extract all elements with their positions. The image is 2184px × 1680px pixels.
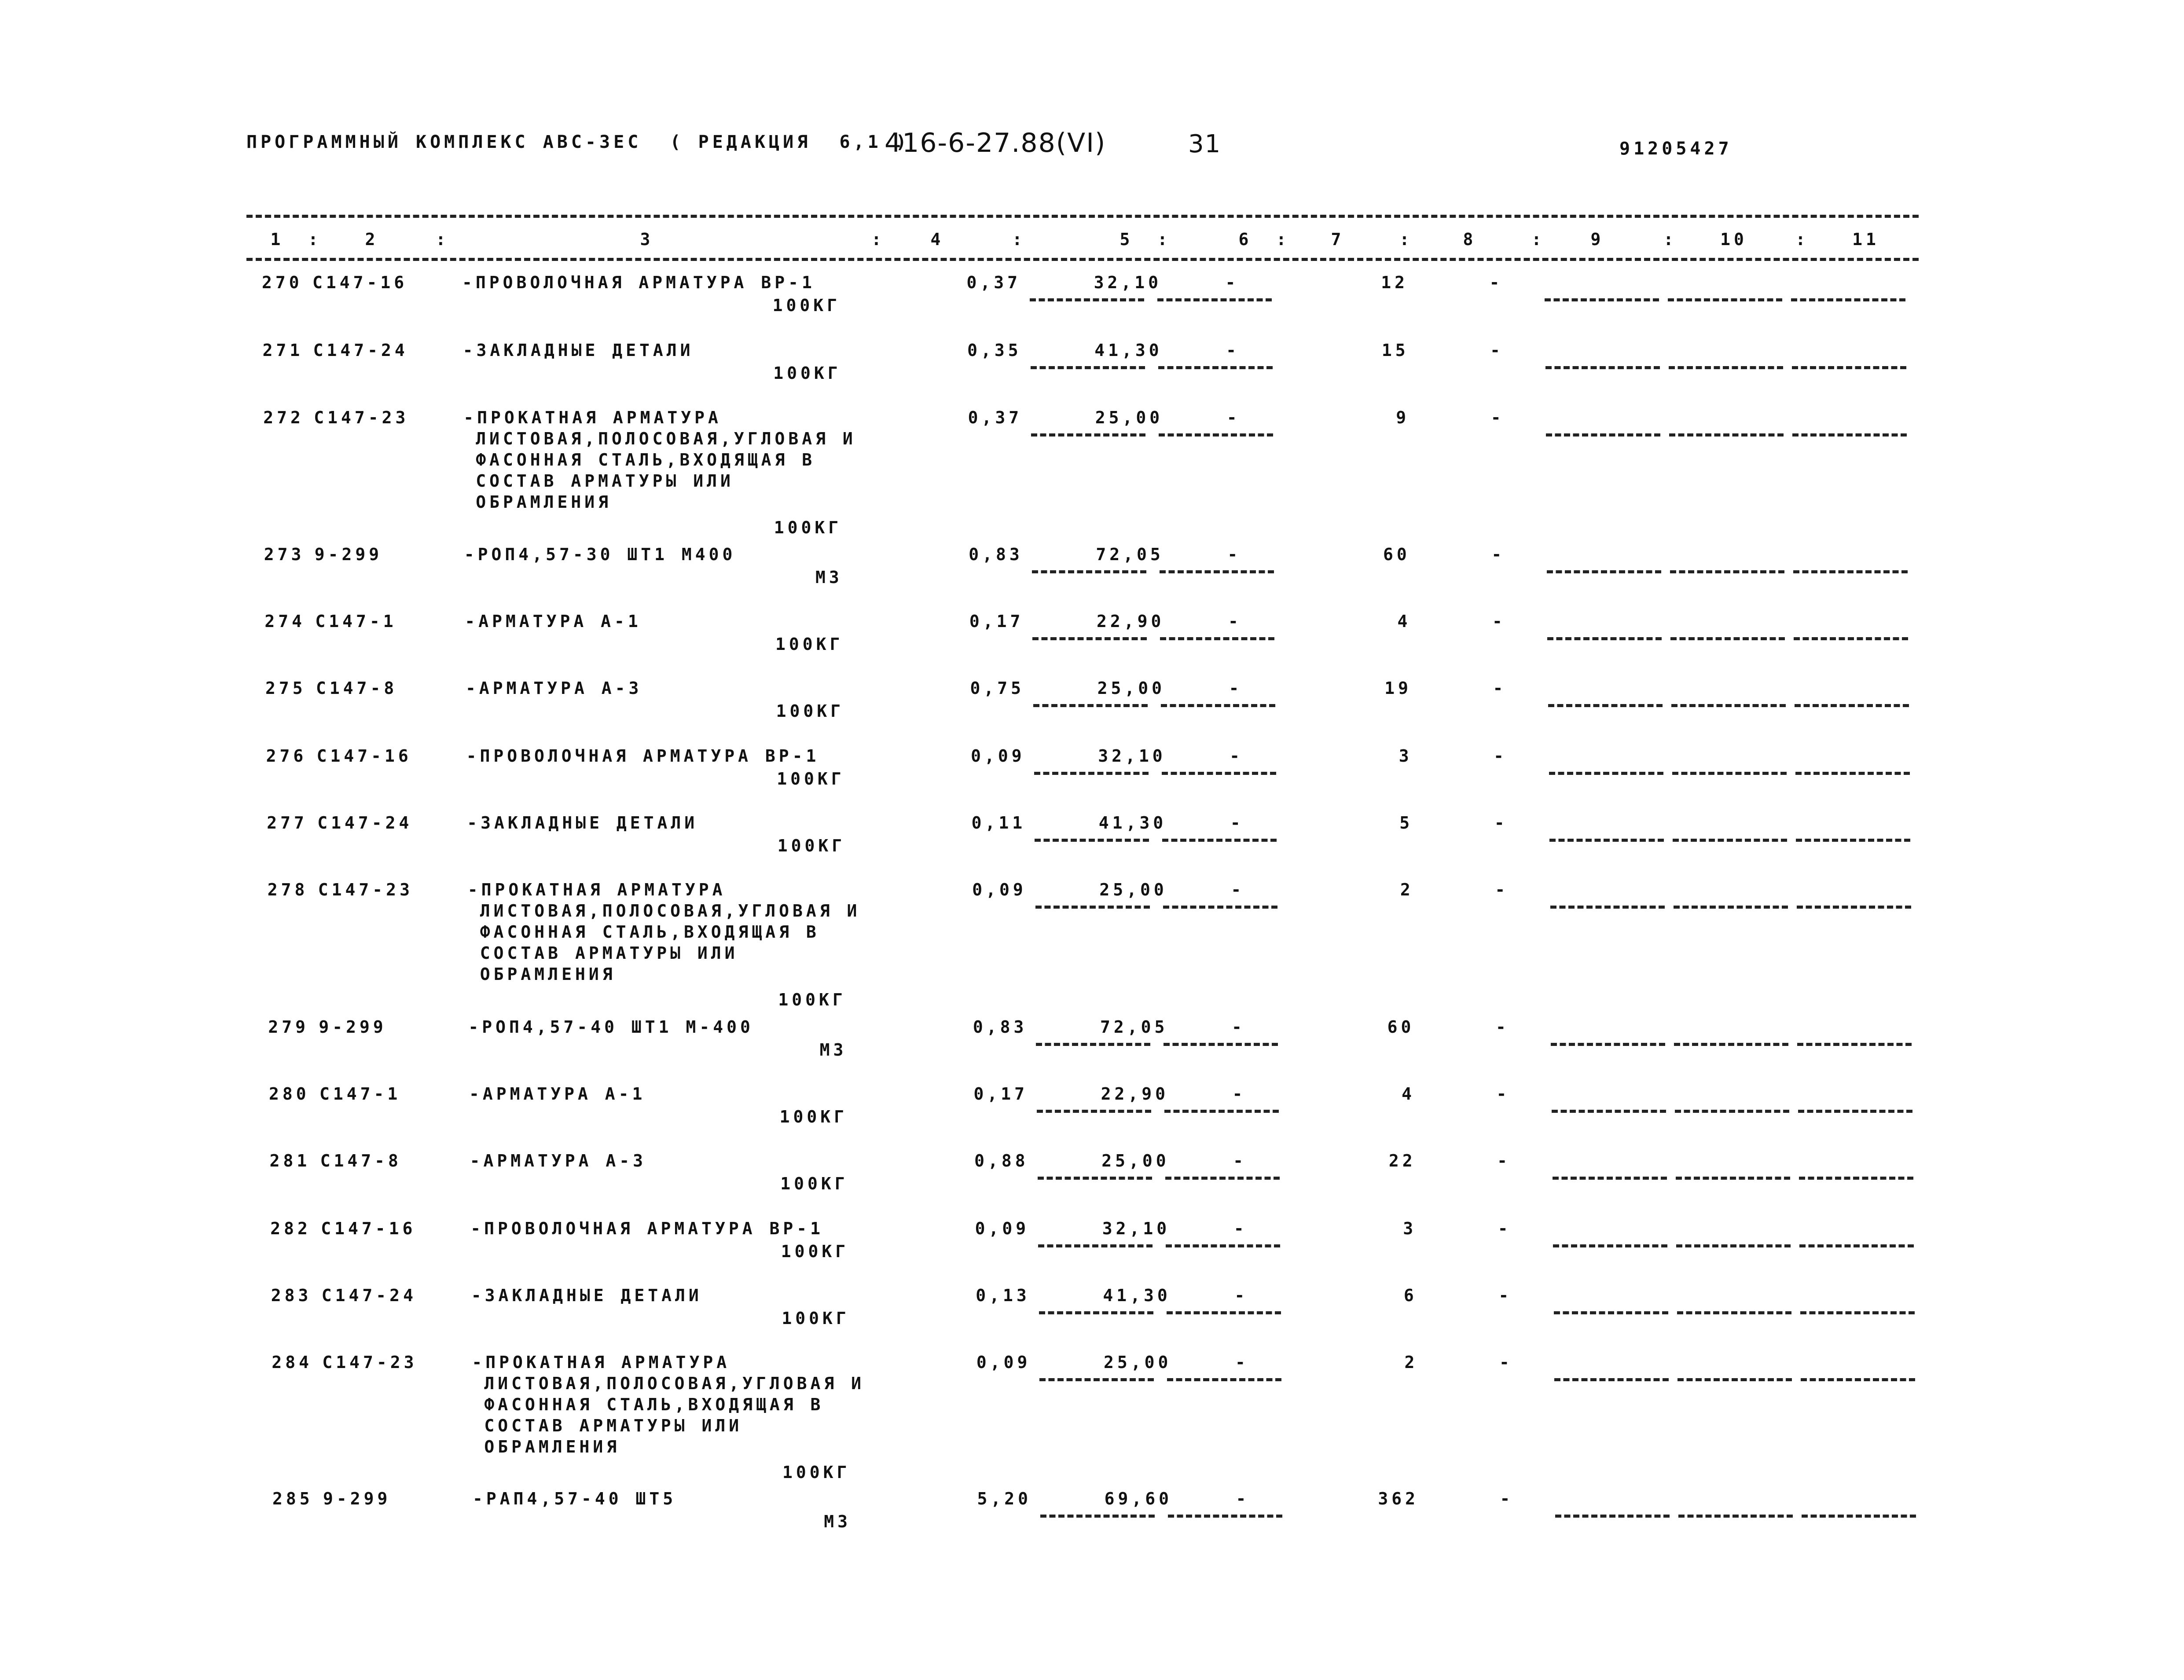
column-separator: : — [1276, 230, 1290, 249]
subtotal-rule-col-11 — [1796, 839, 1910, 842]
description-line: -РОП4,57-40 ШТ1 М-400 — [468, 1017, 754, 1037]
description-line: -РАП4,57-40 ШТ5 — [473, 1489, 677, 1508]
value-col-7: 9 — [1396, 408, 1410, 427]
column-separator: : — [1399, 230, 1413, 249]
subtotal-rule-col-10 — [1668, 298, 1782, 301]
description-line: -ПРОКАТНАЯ АРМАТУРА — [472, 1353, 730, 1372]
subtotal-rule-col-5 — [1030, 298, 1144, 301]
value-col-5: 69,60 — [1104, 1489, 1172, 1508]
subtotal-rule-col-10 — [1672, 772, 1787, 775]
description-line: ОБРАМЛЕНИЯ — [484, 1437, 620, 1456]
subtotal-rule-col-6 — [1164, 1110, 1279, 1113]
row-number: 284 — [272, 1353, 313, 1372]
value-col-8: - — [1500, 1489, 1514, 1508]
subtotal-rule-col-10 — [1675, 1110, 1789, 1113]
value-col-4: 0,09 — [976, 1353, 1031, 1372]
subtotal-rule-col-11 — [1799, 1244, 1914, 1247]
description-line: -АРМАТУРА А-1 — [469, 1084, 646, 1104]
unit: М3 — [824, 1512, 851, 1531]
column-number-1: 1 — [270, 230, 284, 249]
unit: 100КГ — [773, 363, 841, 383]
value-col-5: 25,00 — [1101, 1151, 1170, 1170]
value-col-8: - — [1490, 408, 1505, 427]
description-line: ОБРАМЛЕНИЯ — [476, 492, 612, 512]
description-line: СОСТАВ АРМАТУРЫ ИЛИ — [484, 1416, 743, 1435]
value-col-7: 12 — [1381, 273, 1408, 292]
subtotal-rule-col-11 — [1795, 704, 1909, 707]
subtotal-rule-col-10 — [1670, 570, 1784, 573]
column-separator: : — [1012, 230, 1026, 249]
rate-code: С147-24 — [313, 341, 408, 360]
value-col-4: 0,09 — [971, 746, 1025, 766]
subtotal-rule-col-6 — [1168, 1515, 1282, 1518]
subtotal-rule-col-5 — [1035, 906, 1150, 909]
row-number: 275 — [265, 679, 306, 698]
unit: М3 — [819, 1040, 847, 1060]
subtotal-rule-col-9 — [1547, 570, 1661, 573]
value-col-5: 72,05 — [1100, 1017, 1168, 1037]
subtotal-rule-col-10 — [1674, 906, 1788, 909]
rate-code: С147-8 — [320, 1151, 402, 1170]
subtotal-rule-col-9 — [1545, 366, 1660, 369]
description-line: -ПРОВОЛОЧНАЯ АРМАТУРА ВР-1 — [462, 273, 815, 292]
column-separator: : — [871, 230, 885, 249]
subtotal-rule-col-10 — [1669, 433, 1784, 437]
rate-code: С147-24 — [317, 813, 413, 833]
value-col-6: - — [1235, 1353, 1249, 1372]
description-line: ФАСОННАЯ СТАЛЬ,ВХОДЯЩАЯ В — [484, 1395, 824, 1414]
page-number: 31 — [1188, 130, 1222, 158]
subtotal-rule-col-9 — [1549, 839, 1664, 842]
rate-code: С147-24 — [321, 1286, 417, 1305]
subtotal-rule-col-6 — [1163, 906, 1277, 909]
unit: 100КГ — [780, 1174, 848, 1193]
value-col-8: - — [1490, 341, 1504, 360]
row-number: 272 — [263, 408, 304, 427]
description-line: -АРМАТУРА А-3 — [470, 1151, 647, 1170]
unit: 100КГ — [776, 701, 844, 721]
value-col-4: 0,11 — [971, 813, 1026, 833]
value-col-8: - — [1492, 612, 1506, 631]
rate-code: С147-16 — [316, 746, 412, 766]
value-col-4: 0,75 — [970, 679, 1024, 698]
value-col-6: - — [1231, 1017, 1245, 1037]
subtotal-rule-col-9 — [1553, 1244, 1667, 1247]
value-col-4: 0,09 — [972, 880, 1027, 899]
subtotal-rule-col-6 — [1162, 772, 1276, 775]
subtotal-rule-col-6 — [1160, 570, 1274, 573]
value-col-6: - — [1232, 1084, 1246, 1104]
subtotal-rule-col-10 — [1677, 1311, 1791, 1314]
unit: М3 — [815, 568, 843, 587]
subtotal-rule-col-5 — [1031, 366, 1145, 369]
value-col-8: - — [1498, 1219, 1512, 1238]
value-col-6: - — [1233, 1219, 1248, 1238]
column-number-6: 6 — [1238, 230, 1252, 249]
subtotal-rule-col-11 — [1795, 772, 1910, 775]
column-number-5: 5 — [1120, 230, 1134, 249]
document-number: 91205427 — [1619, 139, 1733, 159]
subtotal-rule-col-9 — [1548, 704, 1663, 707]
row-number: 281 — [269, 1151, 311, 1170]
subtotal-rule-col-6 — [1167, 1311, 1281, 1314]
subtotal-rule-col-5 — [1033, 704, 1148, 707]
column-separator: : — [1531, 230, 1545, 249]
subtotal-rule-col-5 — [1036, 1043, 1150, 1046]
column-number-8: 8 — [1463, 230, 1477, 249]
row-number: 282 — [270, 1219, 311, 1238]
description-line: ОБРАМЛЕНИЯ — [480, 965, 616, 984]
column-separator: : — [1795, 230, 1809, 249]
row-number: 273 — [264, 545, 305, 564]
value-col-5: 41,30 — [1103, 1286, 1171, 1305]
unit: 100КГ — [781, 1242, 849, 1261]
subtotal-rule-col-5 — [1038, 1244, 1153, 1247]
value-col-4: 0,17 — [969, 612, 1024, 631]
value-col-6: - — [1226, 341, 1240, 360]
rate-code: 9-299 — [319, 1017, 387, 1037]
header-rule-top — [246, 215, 1919, 218]
value-col-8: - — [1499, 1353, 1513, 1372]
subtotal-rule-col-9 — [1549, 772, 1663, 775]
rate-code: С147-23 — [322, 1353, 418, 1372]
rate-code: 9-299 — [323, 1489, 391, 1508]
value-col-8: - — [1491, 545, 1505, 564]
subtotal-rule-col-11 — [1800, 1311, 1915, 1314]
unit: 100КГ — [772, 296, 841, 315]
rate-code: С147-23 — [318, 880, 413, 899]
value-col-6: - — [1234, 1286, 1248, 1305]
value-col-6: - — [1225, 273, 1239, 292]
value-col-5: 25,00 — [1097, 679, 1165, 698]
row-number: 270 — [262, 273, 303, 292]
subtotal-rule-col-5 — [1035, 839, 1149, 842]
subtotal-rule-col-9 — [1552, 1110, 1666, 1113]
value-col-6: - — [1233, 1151, 1247, 1170]
value-col-7: 6 — [1403, 1286, 1417, 1305]
value-col-6: - — [1230, 746, 1244, 766]
value-col-5: 32,10 — [1094, 273, 1162, 292]
value-col-4: 5,20 — [977, 1489, 1031, 1508]
value-col-6: - — [1231, 880, 1245, 899]
value-col-4: 0,83 — [973, 1017, 1028, 1037]
subtotal-rule-col-5 — [1040, 1515, 1155, 1518]
subtotal-rule-col-9 — [1551, 1043, 1665, 1046]
subtotal-rule-col-5 — [1037, 1110, 1151, 1113]
subtotal-rule-col-6 — [1164, 1043, 1278, 1046]
program-title: ПРОГРАММНЫЙ КОМПЛЕКС АВС-ЗЕС ( РЕДАКЦИЯ 6,1 ) — [246, 132, 910, 152]
rate-code: С147-23 — [314, 408, 409, 427]
value-col-4: 0,35 — [967, 341, 1022, 360]
subtotal-rule-col-5 — [1032, 570, 1146, 573]
value-col-7: 60 — [1383, 545, 1410, 564]
value-col-7: 4 — [1402, 1084, 1415, 1104]
value-col-4: 0,17 — [973, 1084, 1028, 1104]
subtotal-rule-col-10 — [1677, 1378, 1792, 1381]
row-number: 274 — [264, 612, 306, 631]
unit: 100КГ — [778, 990, 846, 1009]
unit: 100КГ — [774, 518, 842, 537]
value-col-5: 25,00 — [1099, 880, 1167, 899]
value-col-4: 0,09 — [975, 1219, 1030, 1238]
value-col-7: 5 — [1399, 813, 1413, 833]
unit: 100КГ — [777, 836, 846, 855]
column-number-9: 9 — [1590, 230, 1604, 249]
subtotal-rule-col-11 — [1797, 906, 1911, 909]
rate-code: С147-8 — [316, 679, 398, 698]
subtotal-rule-col-11 — [1798, 1110, 1912, 1113]
subtotal-rule-col-11 — [1792, 366, 1906, 369]
value-col-7: 4 — [1397, 612, 1411, 631]
column-number-7: 7 — [1331, 230, 1345, 249]
column-separator: : — [1157, 230, 1171, 249]
description-line: -ПРОВОЛОЧНАЯ АРМАТУРА ВР-1 — [466, 746, 820, 766]
subtotal-rule-col-9 — [1547, 637, 1662, 640]
subtotal-rule-col-11 — [1792, 433, 1907, 437]
value-col-6: - — [1228, 612, 1242, 631]
description-line: СОСТАВ АРМАТУРЫ ИЛИ — [480, 943, 738, 963]
value-col-7: 2 — [1400, 880, 1414, 899]
value-col-7: 3 — [1398, 746, 1413, 766]
value-col-5: 32,10 — [1102, 1219, 1171, 1238]
value-col-8: - — [1495, 880, 1509, 899]
value-col-4: 0,83 — [969, 545, 1023, 564]
value-col-5: 25,00 — [1104, 1353, 1172, 1372]
value-col-4: 0,13 — [976, 1286, 1030, 1305]
rate-code: С147-16 — [321, 1219, 416, 1238]
subtotal-rule-col-10 — [1670, 637, 1785, 640]
subtotal-rule-col-9 — [1555, 1515, 1670, 1518]
description-line: ЛИСТОВАЯ,ПОЛОСОВАЯ,УГЛОВАЯ И — [480, 901, 861, 921]
row-number: 283 — [271, 1286, 312, 1305]
subtotal-rule-col-6 — [1159, 433, 1273, 437]
rate-code: С147-16 — [312, 273, 408, 292]
subtotal-rule-col-6 — [1157, 298, 1272, 301]
value-col-7: 15 — [1381, 341, 1409, 360]
value-col-5: 22,90 — [1101, 1084, 1169, 1104]
value-col-4: 0,37 — [966, 273, 1021, 292]
column-number-2: 2 — [365, 230, 379, 249]
subtotal-rule-col-6 — [1158, 366, 1273, 369]
description-line: -АРМАТУРА А-1 — [465, 612, 642, 631]
subtotal-rule-col-5 — [1031, 433, 1145, 437]
description-line: ЛИСТОВАЯ,ПОЛОСОВАЯ,УГЛОВАЯ И — [476, 429, 856, 448]
description-line: -ЗАКЛАДНЫЕ ДЕТАЛИ — [467, 813, 698, 833]
unit: 100КГ — [775, 635, 844, 654]
subtotal-rule-col-11 — [1794, 637, 1908, 640]
column-number-4: 4 — [930, 230, 944, 249]
rate-code: С147-1 — [319, 1084, 401, 1104]
value-col-7: 3 — [1403, 1219, 1417, 1238]
description-line: -РОП4,57-30 ШТ1 М400 — [464, 545, 736, 564]
subtotal-rule-col-9 — [1550, 906, 1665, 909]
subtotal-rule-col-10 — [1676, 1177, 1790, 1180]
value-col-6: - — [1229, 679, 1243, 698]
subtotal-rule-col-9 — [1554, 1311, 1668, 1314]
unit: 100КГ — [782, 1463, 851, 1482]
value-col-5: 22,90 — [1097, 612, 1165, 631]
subtotal-rule-col-6 — [1167, 1378, 1281, 1381]
value-col-6: - — [1230, 813, 1244, 833]
subtotal-rule-col-11 — [1797, 1043, 1912, 1046]
subtotal-rule-col-9 — [1545, 298, 1659, 301]
value-col-5: 41,30 — [1098, 813, 1167, 833]
value-col-4: 0,37 — [968, 408, 1023, 427]
unit: 100КГ — [782, 1309, 850, 1328]
value-col-7: 19 — [1384, 679, 1412, 698]
subtotal-rule-col-11 — [1799, 1177, 1913, 1180]
value-col-5: 41,30 — [1094, 341, 1163, 360]
value-col-6: - — [1227, 545, 1241, 564]
column-number-10: 10 — [1720, 230, 1747, 249]
subtotal-rule-col-10 — [1678, 1515, 1793, 1518]
subtotal-rule-col-9 — [1554, 1378, 1669, 1381]
subtotal-rule-col-6 — [1161, 704, 1275, 707]
subtotal-rule-col-6 — [1166, 1244, 1280, 1247]
rate-code: 9-299 — [314, 545, 383, 564]
value-col-8: - — [1497, 1151, 1511, 1170]
value-col-8: - — [1493, 679, 1507, 698]
value-col-5: 32,10 — [1098, 746, 1166, 766]
subtotal-rule-col-5 — [1038, 1177, 1152, 1180]
subtotal-rule-col-10 — [1669, 366, 1783, 369]
value-col-6: - — [1226, 408, 1241, 427]
rate-code: С147-1 — [315, 612, 397, 631]
value-col-8: - — [1495, 1017, 1509, 1037]
subtotal-rule-col-9 — [1546, 433, 1660, 437]
header-rule-bottom — [246, 258, 1919, 261]
subtotal-rule-col-6 — [1162, 839, 1277, 842]
value-col-5: 72,05 — [1096, 545, 1164, 564]
value-col-8: - — [1496, 1084, 1510, 1104]
row-number: 280 — [269, 1084, 310, 1104]
value-col-6: - — [1236, 1489, 1250, 1508]
unit: 100КГ — [779, 1107, 848, 1126]
column-number-3: 3 — [640, 230, 654, 249]
subtotal-rule-col-5 — [1034, 772, 1149, 775]
row-number: 276 — [266, 746, 307, 766]
subtotal-rule-col-10 — [1671, 704, 1786, 707]
value-col-8: - — [1494, 813, 1508, 833]
value-col-7: 2 — [1404, 1353, 1418, 1372]
column-separator: : — [436, 230, 449, 249]
value-col-4: 0,88 — [974, 1151, 1029, 1170]
subtotal-rule-col-11 — [1801, 1378, 1915, 1381]
subtotal-rule-col-5 — [1032, 637, 1147, 640]
value-col-5: 25,00 — [1095, 408, 1164, 427]
subtotal-rule-col-11 — [1793, 570, 1908, 573]
row-number: 285 — [272, 1489, 313, 1508]
value-col-8: - — [1498, 1286, 1512, 1305]
row-number: 277 — [267, 813, 308, 833]
subtotal-rule-col-10 — [1676, 1244, 1791, 1247]
subtotal-rule-col-5 — [1039, 1378, 1154, 1381]
value-col-7: 60 — [1387, 1017, 1415, 1037]
subtotal-rule-col-10 — [1674, 1043, 1788, 1046]
subtotal-rule-col-5 — [1039, 1311, 1153, 1314]
description-line: -АРМАТУРА А-3 — [466, 679, 642, 698]
subtotal-rule-col-11 — [1791, 298, 1905, 301]
description-line: ФАСОННАЯ СТАЛЬ,ВХОДЯЩАЯ В — [480, 922, 820, 942]
description-line: -ПРОКАТНАЯ АРМАТУРА — [467, 880, 726, 899]
column-separator: : — [308, 230, 322, 249]
row-number: 278 — [267, 880, 308, 899]
description-line: -ПРОКАТНАЯ АРМАТУРА — [463, 408, 722, 427]
description-line: -ПРОВОЛОЧНАЯ АРМАТУРА ВР-1 — [470, 1219, 824, 1238]
value-col-8: - — [1489, 273, 1503, 292]
column-separator: : — [1663, 230, 1677, 249]
subtotal-rule-col-11 — [1802, 1515, 1916, 1518]
document-code: 416-6-27.88(VI) — [885, 128, 1106, 158]
value-col-8: - — [1494, 746, 1508, 766]
subtotal-rule-col-10 — [1673, 839, 1787, 842]
row-number: 271 — [262, 341, 304, 360]
description-line: СОСТАВ АРМАТУРЫ ИЛИ — [476, 471, 734, 491]
value-col-7: 22 — [1388, 1151, 1416, 1170]
description-line: ЛИСТОВАЯ,ПОЛОСОВАЯ,УГЛОВАЯ И — [484, 1374, 865, 1393]
description-line: ФАСОННАЯ СТАЛЬ,ВХОДЯЩАЯ В — [476, 450, 816, 470]
column-number-11: 11 — [1852, 230, 1879, 249]
row-number: 279 — [268, 1017, 309, 1037]
description-line: -ЗАКЛАДНЫЕ ДЕТАЛИ — [471, 1286, 702, 1305]
description-line: -ЗАКЛАДНЫЕ ДЕТАЛИ — [462, 341, 694, 360]
subtotal-rule-col-6 — [1165, 1177, 1280, 1180]
unit: 100КГ — [777, 769, 845, 789]
value-col-7: 362 — [1378, 1489, 1419, 1508]
subtotal-rule-col-9 — [1553, 1177, 1667, 1180]
subtotal-rule-col-6 — [1160, 637, 1274, 640]
